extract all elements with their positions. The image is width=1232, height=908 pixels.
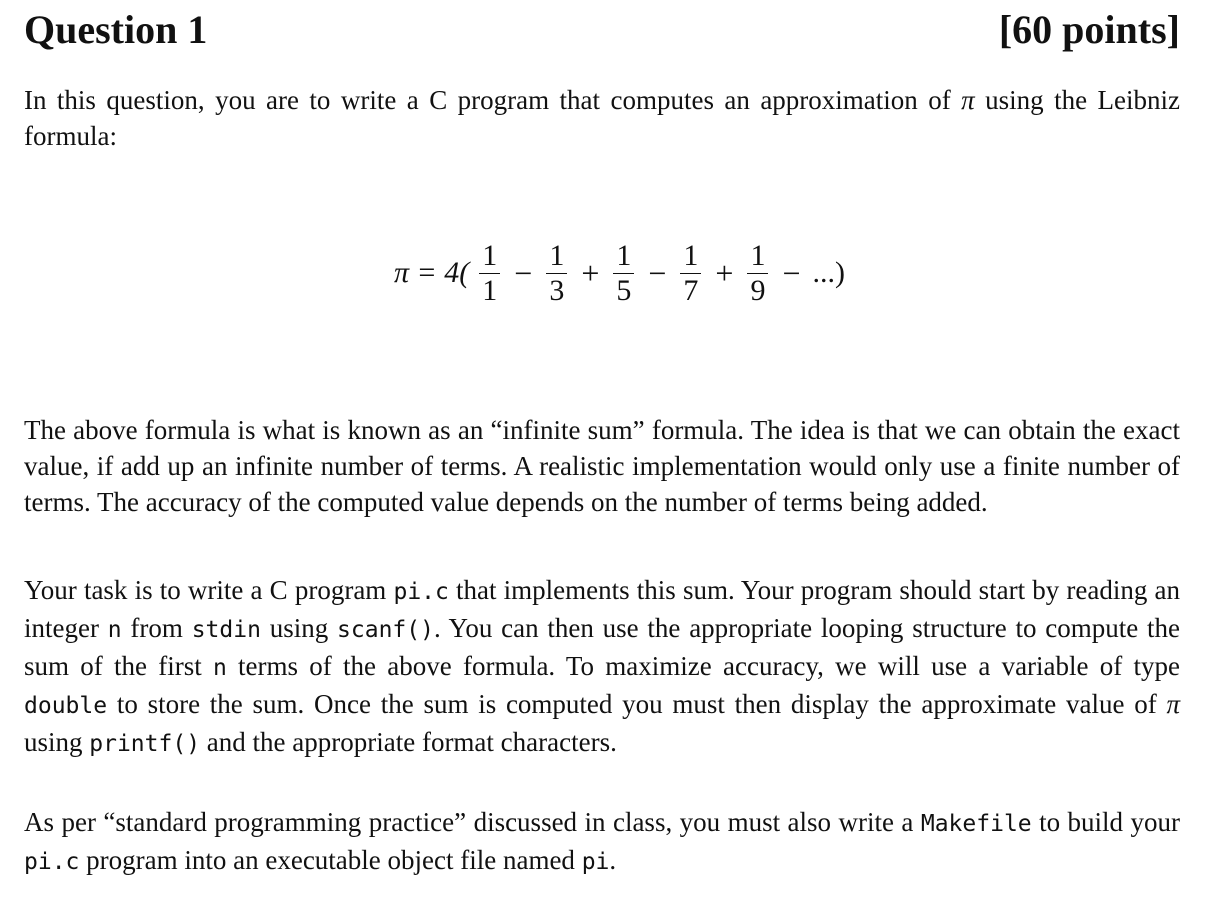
fraction-denominator: 9 xyxy=(750,273,766,307)
makefile-text: As per “standard programming practice” discussed in class, you must also write a xyxy=(24,807,921,837)
fraction-denominator: 7 xyxy=(683,273,699,307)
formula-operator: − xyxy=(514,254,533,291)
pi-symbol: π xyxy=(961,85,975,115)
intro-text: In this question, you are to write a C program that computes an approximation of xyxy=(24,85,962,115)
question-title: Question 1 xyxy=(24,7,208,52)
intro-text-end: using the Leibniz formula: xyxy=(24,85,1180,151)
task-text: using xyxy=(24,727,90,757)
code-variable: n xyxy=(107,617,122,643)
makefile-paragraph xyxy=(24,804,1180,880)
fraction-numerator: 1 xyxy=(750,238,766,272)
formula-operator: + xyxy=(581,254,600,291)
makefile-text: to build your xyxy=(1031,807,1180,837)
task-text: using xyxy=(260,613,338,643)
task-text: . You can then use the appropriate looping structure to compute the sum of the first xyxy=(24,613,1181,681)
formula-fraction xyxy=(479,239,500,308)
code-filename: pi.c xyxy=(393,579,449,605)
question-header xyxy=(24,8,1180,58)
fraction-denominator: 3 xyxy=(549,273,565,307)
formula-fraction xyxy=(546,239,567,308)
formula-operator: + xyxy=(715,254,734,291)
code-function: scanf() xyxy=(337,617,434,643)
fraction-numerator: 1 xyxy=(482,238,498,272)
makefile-text: . xyxy=(609,845,617,875)
fraction-denominator: 1 xyxy=(482,273,498,307)
makefile-text: program into an executable object file named xyxy=(79,845,582,875)
formula-operator: − xyxy=(782,254,801,291)
code-makefile: Makefile xyxy=(920,811,1032,837)
task-text: that implements this sum. Your program should start by reading an integer xyxy=(24,575,1180,643)
formula-tail: ...) xyxy=(812,256,845,289)
code-filename: pi.c xyxy=(24,849,80,875)
fraction-numerator: 1 xyxy=(616,238,632,272)
fraction-numerator: 1 xyxy=(549,238,565,272)
code-type: double xyxy=(24,693,108,719)
task-text: terms of the above formula. To maximize accuracy, we will use a variable of type xyxy=(226,651,1180,681)
pi-symbol: π xyxy=(1166,689,1180,719)
question-points: [60 points] xyxy=(998,7,1180,52)
intro-paragraph xyxy=(24,82,1180,154)
code-stream: stdin xyxy=(191,617,261,643)
code-function: printf() xyxy=(89,731,201,757)
task-paragraph xyxy=(24,572,1180,762)
formula-fraction xyxy=(680,239,701,308)
task-text: from xyxy=(121,613,192,643)
formula-operator: − xyxy=(648,254,667,291)
fraction-numerator: 1 xyxy=(683,238,699,272)
formula-lhs: π = 4( xyxy=(394,256,470,289)
formula-fraction xyxy=(613,239,634,308)
formula-fraction xyxy=(747,239,768,308)
task-text: and the appropriate format characters. xyxy=(200,727,617,757)
code-executable: pi xyxy=(581,849,610,875)
task-text: to store the sum. Once the sum is computed you must then display the approximate value of xyxy=(107,689,1167,719)
code-variable: n xyxy=(212,655,227,681)
task-text: Your task is to write a C program xyxy=(24,575,394,605)
fraction-denominator: 5 xyxy=(616,273,632,307)
leibniz-formula xyxy=(390,228,849,318)
infinite-sum-paragraph: The above formula is what is known as an “infinite sum” formula. The idea is that we can obtain the exact value, if add up an infinite number of terms. A realistic implementation would only use a finite number of terms. The accuracy of the computed value depends on the number of terms being added. xyxy=(24,415,1180,517)
